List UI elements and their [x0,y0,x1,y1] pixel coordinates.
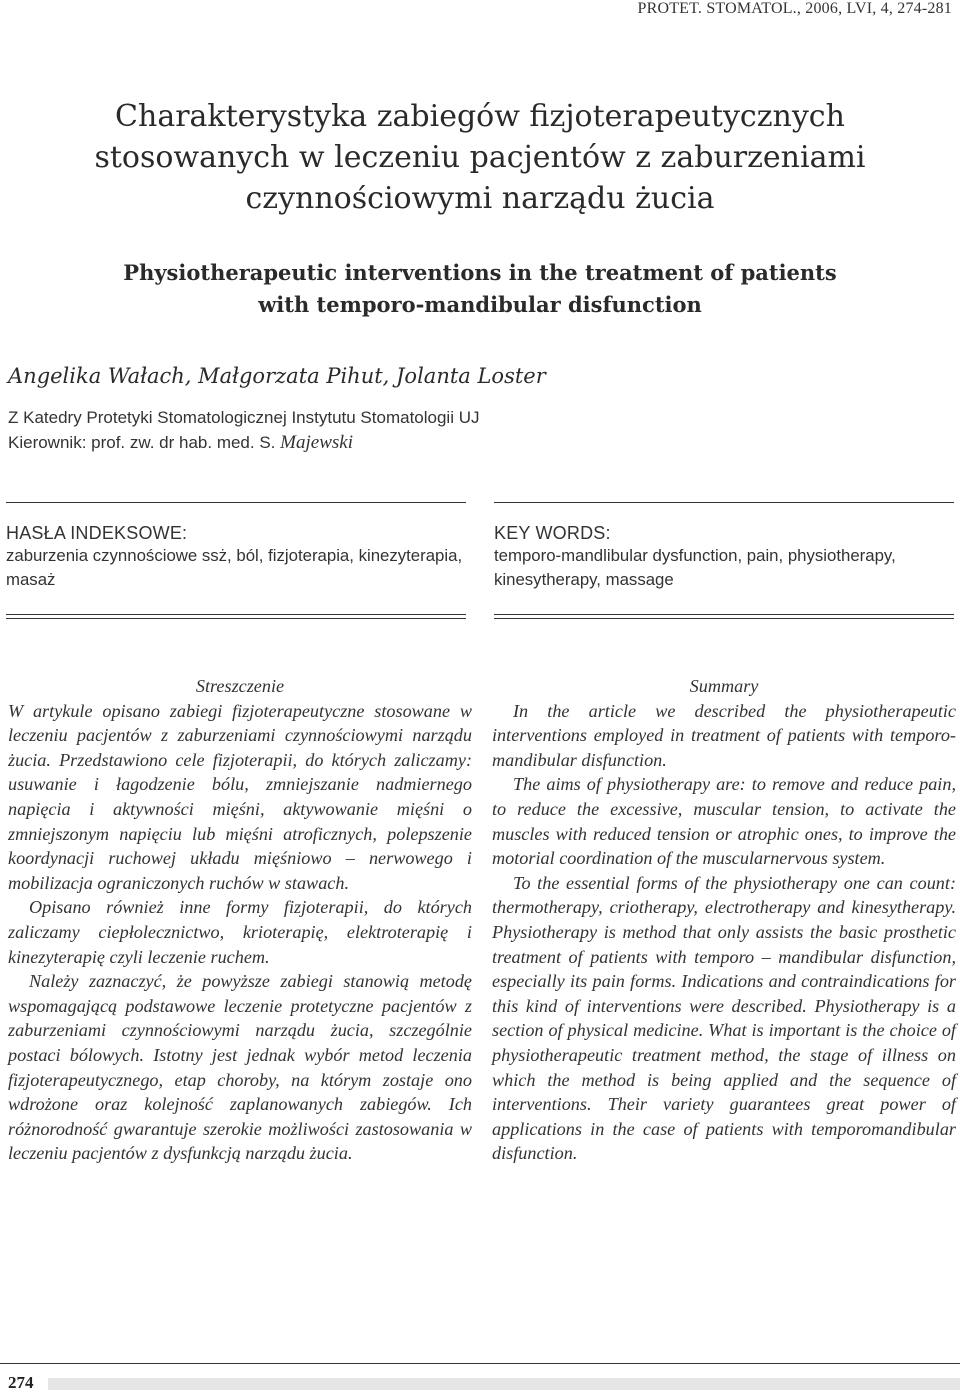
abstract-heading: Streszczenie [195,676,285,696]
article-title-english [0,257,960,321]
footer-strip [48,1378,960,1390]
abstract-paragraph: In the article we described the physiotherapeutic interventions employed in treatment of patients with temporo-mandibular disfunction. [492,700,956,770]
abstract-paragraph: Należy zaznaczyć, że powyższe zabiegi stanowią metodę wspomagającą podstawowe leczenie protetyczne pacjentów z zaburzeniami czynnościowymi narządu żucia, szczególnie postaci bólowych. Istotny jest jednak wybór metod leczenia fizjoterapeutycznego, etap choroby, na którym zostaje ono wdrożone oraz kolejność zaplanowanych zabiegów. Ich różnorodność gwarantuje szerokie możliwości zastosowania w leczeniu pacjentów z dysfunkcją narządu żucia. [8,971,472,1164]
keywords-heading: HASŁA INDEKSOWE: [6,523,188,543]
abstract-polish [8,674,472,1166]
affiliation [8,405,479,455]
article-title-polish [0,96,960,219]
abstract-english [492,674,956,1166]
title-pl-line: Charakterystyka zabiegów fizjoterapeutycznych [115,99,845,134]
keywords-heading: KEY WORDS: [494,523,611,543]
title-pl-line: czynnościowymi narządu żucia [245,181,715,216]
abstract-heading: Summary [689,676,759,696]
abstract-paragraph: W artykule opisano zabiegi fizjoterapeutyczne stosowane w leczeniu pacjentów z zaburzeniami czynnościowymi narządu żucia. Przedstawiono cele fizjoterapii, do których zaliczamy: usuwanie i łagodzenie bólu, zmniejszanie nadmiernego napięcia i aktywności mięśni, aktywowanie mięśni o zmniejszonym napięciu lub mięśni atroficznych, polepszenie koordynacji ruchowej układu mięśniowo – nerwowego i mobilizacja ograniczonych ruchów w stawach. [8,700,472,893]
title-en-line: with temporo-mandibular disfunction [258,292,702,317]
divider [6,614,466,619]
affiliation-department: Z Katedry Protetyki Stomatologicznej Instytutu Stomatologii UJ [8,408,480,427]
head-prefix: Kierownik: prof. zw. dr hab. med. S. [8,433,276,452]
footer-rule [0,1363,960,1364]
divider [494,502,954,503]
authors: Angelika Wałach, Małgorzata Pihut, Jolanta Loster [8,364,546,388]
abstract-paragraph: To the essential forms of the physiotherapy one can count: thermotherapy, criotherapy, electrotherapy and kinesytherapy. Physiotherapy is method that only assists the basic prosthetic treatment of patients with temporo – mandibular disfunction, especially its pain forms. Indications and contraindications for this kind of interventions were described. Physiotherapy is a section of physical medicine. What is important is the choice of physiotherapeutic treatment method, the stage of illness on which the method is being applied and the sequence of interventions. Their variety guarantees great power of applications in the case of patients with temporomandibular disfunction. [492,872,956,1164]
head-name: Majewski [275,432,353,453]
journal-reference: PROTET. STOMATOL., 2006, LVI, 4, 274-281 [637,0,952,17]
abstract-paragraph: Opisano również inne formy fizjoterapii, do których zaliczamy ciepłolecznictwo, krioterapię, elektroterapię i kinezyterapię czyli leczenie ruchem. [8,897,472,967]
abstract-paragraph: The aims of physiotherapy are: to remove and reduce pain, to reduce the excessive, muscular tension, to activate the muscles with reduced tension or atrophic ones, to improve the motorial coordination of the muscularnervous system. [492,774,956,869]
page-number: 274 [8,1373,34,1392]
affiliation-head [8,430,479,455]
divider [6,502,466,503]
keywords-text: temporo-mandlibular dysfunction, pain, physiotherapy, kinesytherapy, massage [494,546,896,589]
title-en-line: Physiotherapeutic interventions in the treatment of patients [123,260,837,285]
divider [494,614,954,619]
keywords-polish-box [6,502,466,619]
keywords-text: zaburzenia czynnościowe ssż, ból, fizjoterapia, kinezyterapia, masaż [6,546,463,589]
title-pl-line: stosowanych w leczeniu pacjentów z zaburzeniami [94,140,866,175]
keywords-english-box [494,502,954,619]
